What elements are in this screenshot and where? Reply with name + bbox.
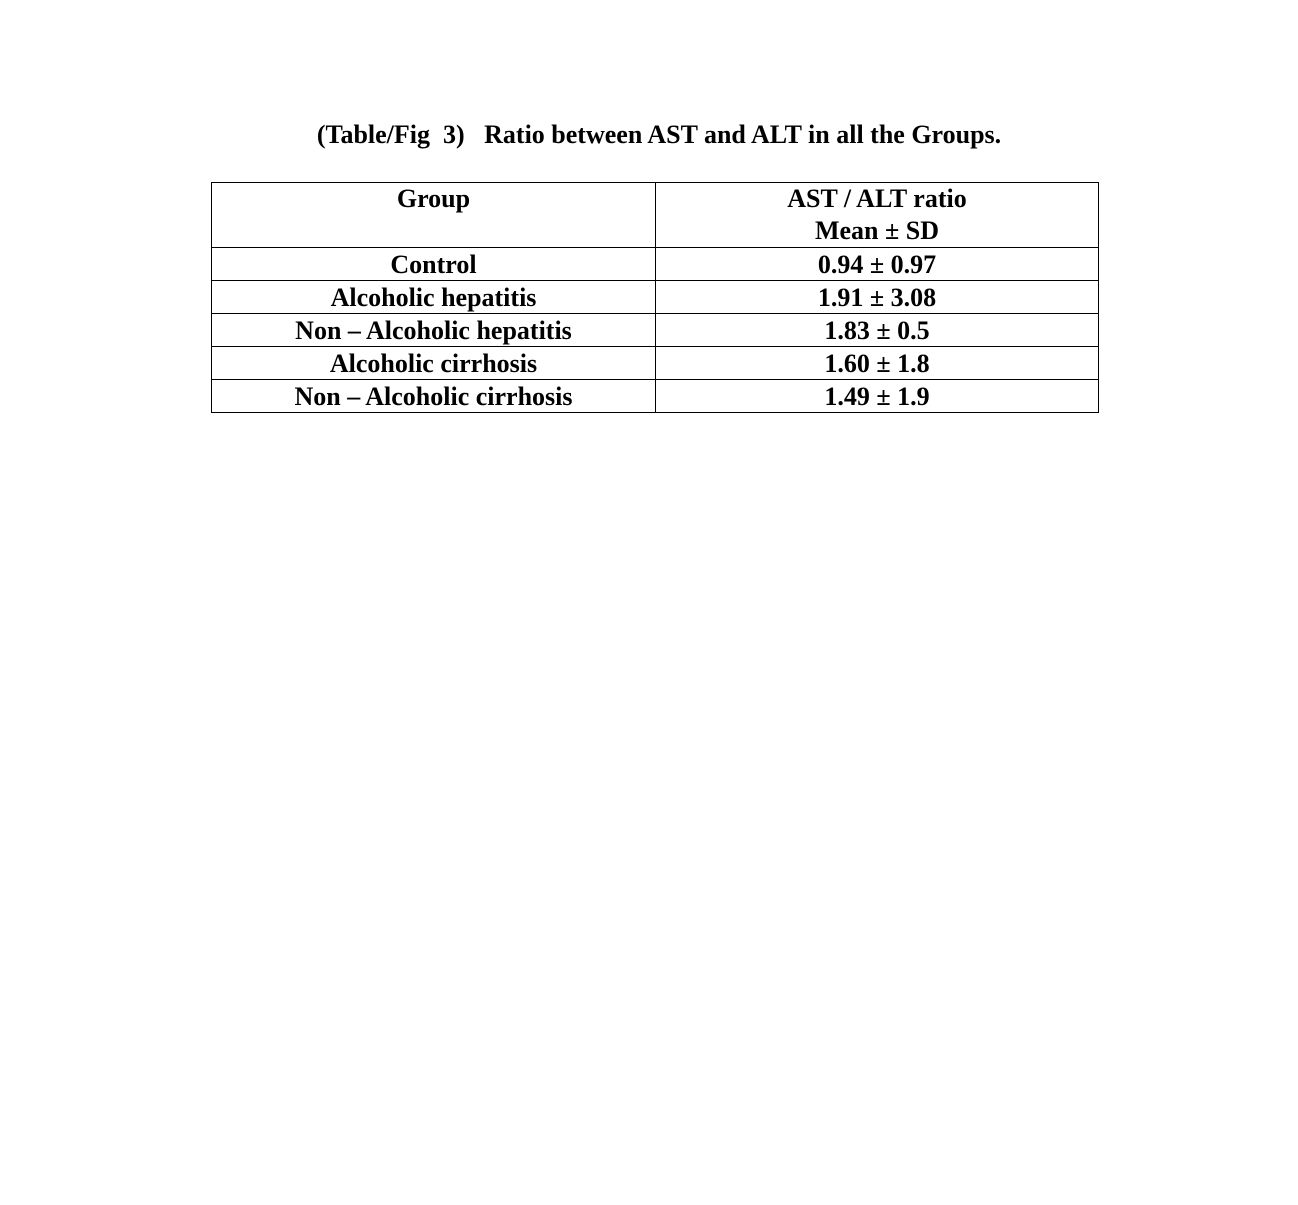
cell-ratio: 1.83 ± 0.5 <box>656 314 1099 347</box>
cell-ratio: 1.91 ± 3.08 <box>656 281 1099 314</box>
table-row <box>212 347 1099 380</box>
cell-group: Alcoholic cirrhosis <box>212 347 656 380</box>
table-row <box>212 281 1099 314</box>
cell-group: Non – Alcoholic cirrhosis <box>212 380 656 413</box>
ast-alt-ratio-table <box>211 182 1099 413</box>
cell-group: Alcoholic hepatitis <box>212 281 656 314</box>
table-caption: (Table/Fig 3) Ratio between AST and ALT in all the Groups. <box>316 120 1002 149</box>
header-ast-alt-ratio <box>656 183 1099 248</box>
cell-ratio: 0.94 ± 0.97 <box>656 248 1099 281</box>
table-row <box>212 380 1099 413</box>
cell-ratio: 1.60 ± 1.8 <box>656 347 1099 380</box>
cell-group: Control <box>212 248 656 281</box>
cell-group: Non – Alcoholic hepatitis <box>212 314 656 347</box>
cell-ratio: 1.49 ± 1.9 <box>656 380 1099 413</box>
header-ratio-line2: Mean ± SD <box>814 216 940 245</box>
table-header-row <box>212 183 1099 248</box>
header-ratio-line1: AST / ALT ratio <box>787 184 967 213</box>
table-row <box>212 248 1099 281</box>
header-group: Group <box>212 183 656 248</box>
table-row <box>212 314 1099 347</box>
